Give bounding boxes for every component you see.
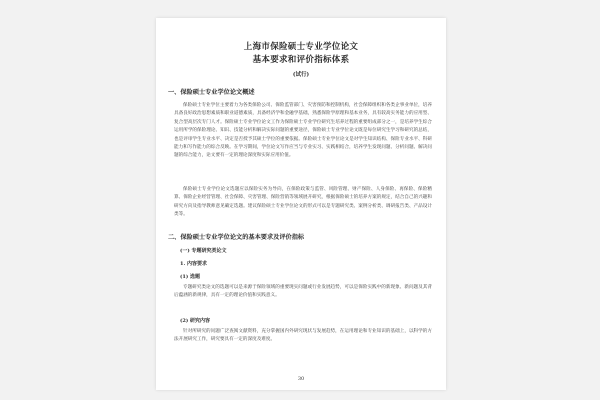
section2-heading: 二、保险硕士专业学位论文的基本要求及评价指标 — [168, 234, 305, 241]
page-number: 30 — [297, 376, 305, 382]
subsection1-1-heading: 1. 内容要求 — [180, 261, 207, 267]
subsection1-1-2-paragraph: 针对所研究的问题广泛查阅文献资料，充分掌握国内外研究现状与发展趋势，在运用理论和专业知识的基础上，以科学的方法开展研究工作，研究要具有一定的深度及难度。 — [174, 329, 432, 343]
section1-heading: 一、保险硕士专业学位论文概述 — [168, 89, 255, 96]
subsection1-heading: (一) 专题研究类论文 — [180, 248, 227, 254]
subsection1-1-2-heading: (2) 研究内容 — [180, 318, 210, 324]
document-title-line2: 基本要求和评价指标体系 — [252, 55, 350, 65]
section1-paragraph1: 保险硕士专业学位主要着力为各类保险公司、保险监管部门、灾害预防和控制机构，社会保障组织和各类企事业单位，培养具备良好政治思想素质和职业道德素质，具备经济学和金融学基础，熟悉保险学原理和基本业务，具有较高实务能力的应用型、复合型高层次专门人才。保险硕士专业学位论文工作为保险硕士专业学位研究生培养过程的重要组成部分之一，是培养学生综合运用所学的保险理论、知识、技能分析和解决实际问题的重要途径，保险硕士专业学位论文既是每位研究生学习和研究的总结，也是评审学生专业水平、决定是否授予其硕士学位的重要依据。保险硕士专业学位论文是对学生知识结构、保险专业水平、科研能力和写作能力的综合反映。在学习期间，学位论文写作应当与专业实习、实践相结合，培养学生发现问题、分析问题、解决问题的综合能力，论文要有一定的理论深度和实际应用价值。 — [174, 103, 432, 159]
document-page — [156, 18, 446, 390]
subsection1-1-1-paragraph: 专题研究类论文的选题可以是来源于保险领域的重要现实问题或行业发展趋势，可以是保险实践中的新现象、新问题及其背后蕴涵的新规律，具有一定的理论价值和实践意义。 — [174, 285, 432, 299]
document-title-line1: 上海市保险硕士专业学位论文 — [243, 42, 359, 52]
document-subtitle: (试行) — [292, 72, 310, 78]
subsection1-1-1-heading: (1) 选题 — [180, 274, 200, 280]
section1-paragraph2: 保险硕士专业学位论文选题应以保险实务为导向，在保险政策与监管、风险管理、财产保险、人身保险、再保险、保险精算、保险企业经营管理、社会保障、灾害管理、保险营销等领域展开研究，根据保险硕士的培养方案的规定，结合自己的兴趣和研究方向及指导教师意见确定选题。建议保险硕士专业学位论文的形式可以是专题研究类、案例分析类、调研报告类、产品设计类等。 — [174, 187, 432, 218]
